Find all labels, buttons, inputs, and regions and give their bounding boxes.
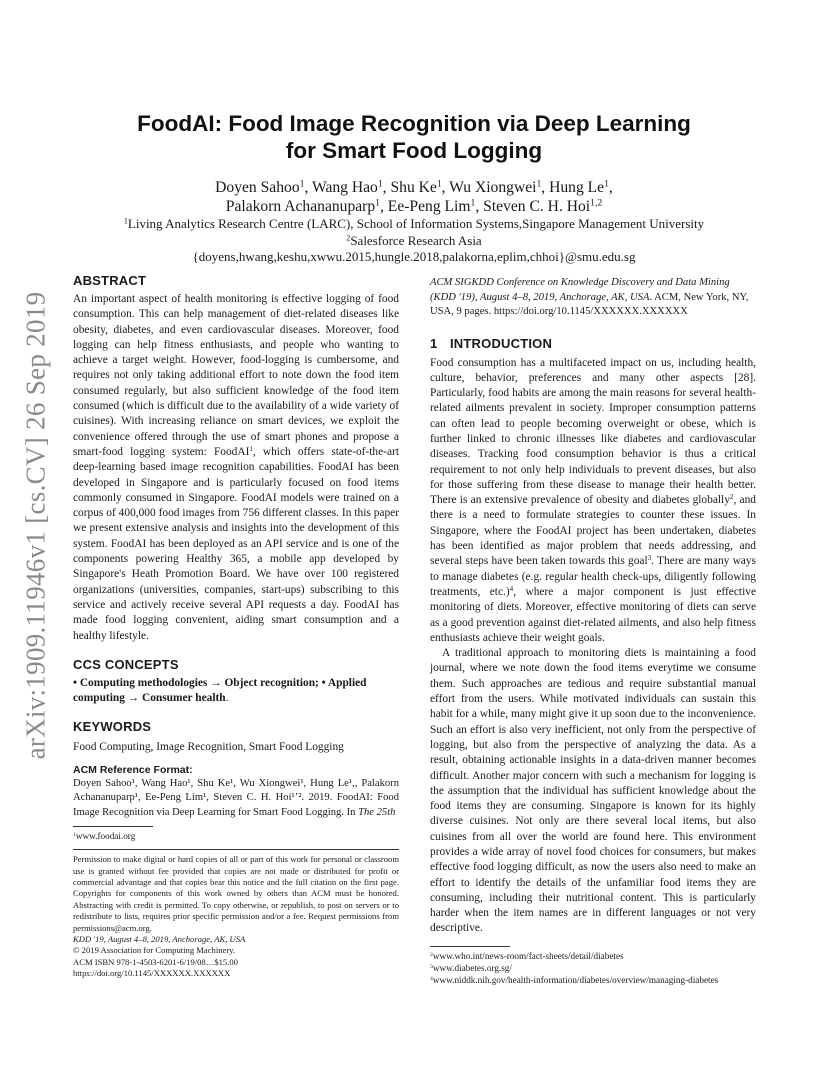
footnote-1 xyxy=(73,830,399,842)
authors-line-2: Palakorn Achananuparp$^1$, Ee-Peng Lim$^1$, Steven C. H. Hoi$^{1,2}$ xyxy=(225,197,603,215)
footnote-mark: 4 xyxy=(430,975,433,982)
reference-rest: . ACM, New York, NY, USA, 9 pages. https://doi.org/10.1145/XXXXXX.XXXXXX xyxy=(430,291,749,317)
paper-title xyxy=(80,110,748,164)
paragraph-text: . There are many ways to manage diabetes (e.g. regular health check-ups, diligently following treatments, etc.) xyxy=(430,555,756,598)
acm-reference-body: Doyen Sahoo¹, Wang Hao¹, Shu Ke¹, Wu Xiongwei¹, Hung Le¹,, Palakorn Achananuparp¹, Ee-Peng Lim¹, Steven C. H. Hoi¹ʼ². 2019. FoodAI: Food Image Recognition via Deep Learning for Smart Food Logging. In xyxy=(73,777,399,818)
author: Wu Xiongwei xyxy=(449,179,537,196)
affiliation-text: Salesforce Research Asia xyxy=(350,232,482,248)
ccs-separator: ; • Applied xyxy=(315,676,367,689)
affiliation-mark: 1 xyxy=(536,178,542,190)
author: Doyen Sahoo xyxy=(215,179,300,196)
footnote-rule xyxy=(73,826,153,827)
author: Shu Ke xyxy=(390,179,437,196)
footnote-3 xyxy=(430,962,756,974)
ccs-text xyxy=(73,676,399,707)
affiliation-mark: 1,2 xyxy=(590,197,603,209)
intro-paragraph-2: A traditional approach to monitoring diets is maintaining a food journal, where we note down the food items everytime we consume them. Such approaches are tedious and require substantial manual effort from the users. While motivated individuals can sustain this habit for a while, many might give it up soon due to the inconvenience. Such an effort is also very inefficient, not only from the perspective of logging, but also from the perspective of analyzing the data. As a result, obtaining actionable insights in a data-driven manner becomes difficult. Another major concern with such a mechanism for logging is the assumption that the individual has sufficient knowledge about the food items they are consuming. Singapore is known for its highly diverse cuisines. Not only are there several local items, but also cuisines from all over the world are found here. This environment provides a wide array of novel food choices for consumers, but makes effective food logging difficult, as now the users also need to make an effort to identify the details of the unfamiliar food items they are consuming, including their nutritional content. This is particularly harder when the item names are in different languages or not very descriptive. xyxy=(430,647,756,935)
footnote-mark: 2 xyxy=(729,493,734,502)
footnote-mark: 3 xyxy=(430,963,433,970)
affiliation-1 xyxy=(80,216,748,233)
affiliation-mark: 2 xyxy=(346,233,351,243)
right-footnotes xyxy=(430,950,756,986)
footnote-4 xyxy=(430,974,756,986)
footnote-url: www.niddk.nih.gov/health-information/diabetes/overview/managing-diabetes xyxy=(432,974,719,985)
author: Wang Hao xyxy=(311,179,378,196)
footnote-mark: 3 xyxy=(647,554,652,563)
introduction-heading xyxy=(430,335,756,352)
author: Hung Le xyxy=(549,179,605,196)
permission-rule xyxy=(73,849,399,850)
abstract-text-part: An important aspect of health monitoring is effective logging of food consumption. This can help management of diet-related diseases like obesity, diabetes, and even cardiovascular diseases. Moreover, food logging can help fitness enthusiasts, and people who wanting to achieve a target weight. However, food-logging is cumbersome, and requires not only taking additional effort to note down the food item consumed regularly, but also sufficient knowledge of the food item consumed (which is difficult due to the availability of a wide variety of cuisines). With increasing reliance on smart devices, we exploit the convenience offered through the use of smart phones and propose a smart-food logging system: FoodAI xyxy=(73,293,399,458)
intro-paragraph-1 xyxy=(430,356,756,647)
affiliation-mark: 1 xyxy=(375,197,380,209)
footnote-url: www.who.int/news-room/fact-sheets/detail/diabetes xyxy=(432,950,624,961)
affiliation-mark: 1 xyxy=(470,197,476,209)
section-title: INTRODUCTION xyxy=(450,335,553,351)
abstract-heading: ABSTRACT xyxy=(73,273,147,288)
affiliation-mark: 1 xyxy=(123,216,128,226)
author: Palakorn Achananuparp xyxy=(225,198,376,215)
permission-text: Permission to make digital or hard copies of all or part of this work for personal or classroom use is granted without fee provided that copies are not made or distributed for profit or commercial advantage and that copies bear this notice and the full citation on the first page. Copyrights for components of this work owned by others than ACM must be honored. Abstracting with credit is permitted. To copy otherwise, or republish, to post on servers or to redistribute to lists, requires prior specific permission and/or a fee. Request permissions from permissions@acm.org. xyxy=(73,854,399,933)
permission-block xyxy=(73,854,399,979)
paragraph-text: Food consumption has a multifaceted impact on us, including health, culture, behavior, preferences and many other aspects [28]. Particularly, food habits are among the main reasons for several health-related ailments prevalent in society. Improper consumption patterns can often lead to people becoming overweight or obese, which is further linked to chronic illnesses like diabetes and cardiovascular diseases. Tracking food consumption behavior is thus a critical requirement to not only help individuals to prevent diseases, but also for those suffering from these disease to manage their health better. There is an extensive prevalence of obesity and diabetes globally xyxy=(430,356,756,507)
abstract-text xyxy=(73,292,399,644)
footnote-rule xyxy=(430,946,510,947)
title-line-1: FoodAI: Food Image Recognition via Deep Learning xyxy=(137,111,691,136)
permission-conference: KDD '19, August 4–8, 2019, Anchorage, AK, USA xyxy=(73,934,246,945)
ccs-heading: CCS CONCEPTS xyxy=(73,656,179,672)
affiliation-mark: 1 xyxy=(377,178,383,190)
footnote-url: www.foodai.org xyxy=(75,831,136,842)
permission-isbn: ACM ISBN 978-1-4503-6201-6/19/08…$15.00 xyxy=(73,956,238,967)
section-number: 1 xyxy=(430,335,438,351)
footnote-mark: 1 xyxy=(249,445,253,454)
ccs-concept: computing → Consumer health xyxy=(73,692,226,705)
permission-doi: https://doi.org/10.1145/XXXXXX.XXXXXX xyxy=(73,968,231,979)
affiliation-2 xyxy=(80,233,748,250)
footnote-url: www.diabetes.org.sg/ xyxy=(432,962,512,973)
arxiv-stamp-text: arXiv:1909.11946v1 [cs.CV] 26 Sep 2019 xyxy=(20,291,51,759)
title-line-2: for Smart Food Logging xyxy=(285,138,543,163)
keywords-text: Food Computing, Image Recognition, Smart Food Logging xyxy=(73,741,344,754)
left-column xyxy=(73,272,399,980)
authors-line-1: Doyen Sahoo$^1$, Wang Hao$^1$, Shu Ke$^1$, Wu Xiongwei$^1$, Hung Le$^1$, xyxy=(215,178,613,196)
author-emails: {doyens,hwang,keshu,xwwu.2015,hungle.2018,palakorna,eplim,chhoi}@smu.edu.sg xyxy=(192,249,636,264)
footnote-mark: 4 xyxy=(509,585,514,594)
permission-copyright: © 2019 Association for Computing Machinery. xyxy=(73,945,236,956)
acm-reference-text xyxy=(73,777,399,821)
affiliation-mark: 1 xyxy=(604,178,609,190)
ccs-period: . xyxy=(225,692,229,705)
arxiv-stamp xyxy=(14,285,58,765)
paragraph-text: , where a major component is just effective monitoring of diets. Moreover, effective monitoring of diets can serve as a good prevention against diet-related ailments, and also help fitness enthusiasts achieve their weight goals. xyxy=(430,585,756,644)
affiliations xyxy=(80,216,748,266)
footnote-2 xyxy=(430,950,756,962)
acm-reference-heading: ACM Reference Format: xyxy=(73,763,193,776)
right-column xyxy=(430,276,756,986)
affiliation-mark: 1 xyxy=(299,178,305,190)
footnote-mark: 1 xyxy=(73,832,76,839)
paragraph-text: , and there is a need to formulate strategies to counter these issues. In Singapore, where the FoodAI project has been undertaken, diabetes has been identified as major problem that needs addressing, and several steps have been taken towards this goal xyxy=(430,494,756,568)
affiliation-text: Living Analytics Research Centre (LARC), School of Information Systems,Singapore Management University xyxy=(127,216,705,231)
footnote-mark: 2 xyxy=(430,951,433,958)
reference-italic: ACM SIGKDD Conference on Knowledge Discovery and Data Mining (KDD '19), August 4–8, 2019, Anchorage, AK, USA xyxy=(430,277,730,303)
author: Steven C. H. Hoi xyxy=(483,198,591,215)
keywords-heading: KEYWORDS xyxy=(73,719,152,735)
author-list xyxy=(80,178,748,216)
acm-reference-italic: The 25th xyxy=(358,806,396,818)
author: Ee-Peng Lim xyxy=(387,198,471,215)
reference-continuation xyxy=(430,276,756,320)
abstract-text-part: , which offers state-of-the-art deep-learning based image recognition capabilities. FoodAI has been developed in Singapore and is particularly focused on food items commonly consumed in Singapore. FoodAI models were trained on a corpus of 400,000 food images from 756 different classes. In this paper we present extensive analysis and insights into the development of this system. FoodAI has been deployed as an API service and is one of the components powering Healthy 365, a mobile app developed by Singapore's Heath Promotion Board. We have over 100 registered organizations (universities, companies, start-ups) subscribing to this service and actively receive several API requests a day. FoodAI has made food logging convenient, aiding smart consumption and a healthy lifestyle. xyxy=(73,445,399,642)
affiliation-mark: 1 xyxy=(436,178,442,190)
ccs-concept: • Computing methodologies → Object recognition xyxy=(73,676,316,689)
